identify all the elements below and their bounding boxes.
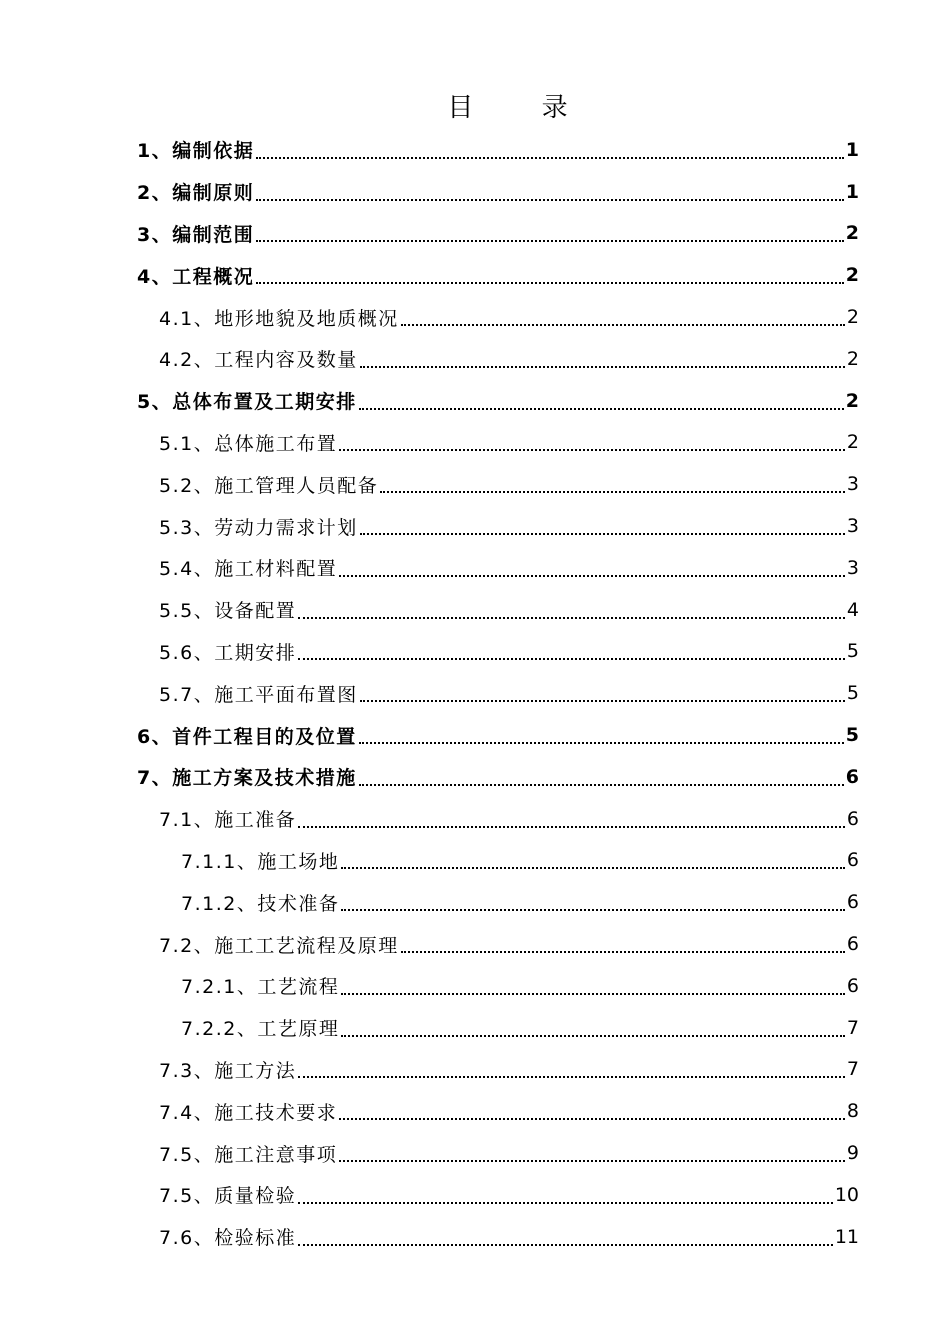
toc-entry-label: 6、首件工程目的及位置: [137, 725, 357, 748]
dot-leader: [298, 617, 845, 619]
toc-entry-page: 3: [846, 515, 859, 538]
toc-entry-label: 7.5、施工注意事项: [159, 1143, 338, 1166]
toc-entry-page: 2: [846, 306, 859, 329]
toc-entry-label: 5.2、施工管理人员配备: [159, 474, 379, 497]
toc-entry-page: 2: [845, 389, 859, 412]
toc-entry-page: 6: [846, 891, 859, 914]
toc-entry[interactable]: [0, 380, 950, 422]
toc-entry-page: 7: [846, 1058, 859, 1081]
toc-entry-label: 7.1.1、施工场地: [181, 850, 340, 873]
toc-entry[interactable]: [0, 1132, 950, 1174]
dot-leader: [359, 408, 844, 410]
toc-entry-page: 7: [846, 1016, 859, 1039]
dot-leader: [339, 575, 845, 577]
toc-entry-label: 1、编制依据: [137, 140, 255, 163]
dot-leader: [360, 533, 845, 535]
toc-entry[interactable]: [0, 756, 950, 798]
dot-leader: [401, 324, 845, 326]
toc-entry[interactable]: [0, 463, 950, 505]
dot-leader: [359, 742, 844, 744]
toc-entry-label: 7.2.1、工艺流程: [181, 976, 340, 999]
toc-entry[interactable]: [0, 881, 950, 923]
toc-entry[interactable]: [0, 296, 950, 338]
toc-entry-label: 5.6、工期安排: [159, 641, 297, 664]
dot-leader: [298, 658, 845, 660]
toc-entry-page: 6: [846, 807, 859, 830]
toc-entry-page: 1: [845, 138, 859, 161]
dot-leader: [256, 240, 844, 242]
toc-entry-page: 6: [846, 974, 859, 997]
toc-entry[interactable]: [0, 1090, 950, 1132]
toc-entry-page: 6: [846, 933, 859, 956]
toc-entry-page: 5: [846, 682, 859, 705]
toc-entry[interactable]: [0, 840, 950, 882]
toc-entry-label: 5.4、施工材料配置: [159, 558, 338, 581]
page-title: 目 录: [447, 93, 598, 123]
toc-entry[interactable]: [0, 547, 950, 589]
toc-entry-page: 2: [846, 347, 859, 370]
toc-entry-page: 9: [846, 1142, 859, 1165]
toc-entry[interactable]: [0, 1049, 950, 1091]
toc-entry[interactable]: [0, 923, 950, 965]
toc-entry-label: 7、施工方案及技术措施: [137, 767, 357, 790]
toc-entry-label: 4.2、工程内容及数量: [159, 349, 358, 372]
toc-entry-label: 7.6、检验标准: [159, 1227, 297, 1250]
dot-leader: [298, 1202, 833, 1204]
dot-leader: [298, 1244, 833, 1246]
toc-entry[interactable]: [0, 129, 950, 171]
toc-entry-label: 7.5、质量检验: [159, 1185, 297, 1208]
toc-entry-page: 2: [845, 264, 859, 287]
toc-entry-label: 7.1.2、技术准备: [181, 892, 340, 915]
toc-entry-page: 4: [846, 598, 859, 621]
toc-entry[interactable]: [0, 422, 950, 464]
dot-leader: [341, 993, 845, 995]
dot-leader: [341, 1035, 845, 1037]
toc-entry[interactable]: [0, 338, 950, 380]
table-of-contents: [0, 129, 950, 1258]
toc-entry-label: 5.5、设备配置: [159, 600, 297, 623]
dot-leader: [256, 199, 844, 201]
toc-entry-page: 1: [845, 180, 859, 203]
toc-entry-page: 2: [845, 222, 859, 245]
dot-leader: [298, 826, 845, 828]
dot-leader: [339, 1118, 845, 1120]
toc-entry-label: 4.1、地形地貌及地质概况: [159, 307, 399, 330]
toc-entry-label: 7.2.2、工艺原理: [181, 1018, 340, 1041]
toc-entry-label: 5.3、劳动力需求计划: [159, 516, 358, 539]
dot-leader: [298, 1076, 845, 1078]
toc-entry-page: 11: [834, 1225, 859, 1248]
toc-entry[interactable]: [0, 254, 950, 296]
toc-entry-page: 2: [846, 431, 859, 454]
dot-leader: [380, 491, 845, 493]
toc-entry-page: 10: [834, 1183, 859, 1206]
toc-entry-label: 5.1、总体施工布置: [159, 432, 338, 455]
dot-leader: [360, 366, 845, 368]
toc-entry-label: 7.1、施工准备: [159, 809, 297, 832]
toc-entry[interactable]: [0, 213, 950, 255]
toc-entry[interactable]: [0, 1174, 950, 1216]
toc-entry[interactable]: [0, 631, 950, 673]
toc-entry-page: 3: [846, 473, 859, 496]
dot-leader: [360, 700, 845, 702]
toc-entry-page: 6: [845, 765, 859, 788]
dot-leader: [339, 449, 845, 451]
toc-entry-label: 5、总体布置及工期安排: [137, 391, 357, 414]
dot-leader: [359, 784, 844, 786]
toc-entry[interactable]: [0, 714, 950, 756]
dot-leader: [256, 157, 844, 159]
toc-entry-page: 5: [845, 724, 859, 747]
toc-entry[interactable]: [0, 965, 950, 1007]
dot-leader: [341, 867, 845, 869]
toc-entry-label: 5.7、施工平面布置图: [159, 683, 358, 706]
toc-entry-page: 6: [846, 849, 859, 872]
toc-entry[interactable]: [0, 798, 950, 840]
toc-entry-label: 4、工程概况: [137, 265, 255, 288]
toc-entry-label: 7.3、施工方法: [159, 1059, 297, 1082]
toc-entry-label: 3、编制范围: [137, 223, 255, 246]
toc-entry-label: 2、编制原则: [137, 182, 255, 205]
toc-entry-label: 7.4、施工技术要求: [159, 1101, 338, 1124]
toc-entry-label: 7.2、施工工艺流程及原理: [159, 934, 399, 957]
toc-entry[interactable]: [0, 589, 950, 631]
dot-leader: [401, 951, 845, 953]
toc-entry-page: 3: [846, 556, 859, 579]
toc-entry[interactable]: [0, 171, 950, 213]
toc-entry-page: 8: [846, 1100, 859, 1123]
toc-entry[interactable]: [0, 1216, 950, 1258]
toc-entry[interactable]: [0, 505, 950, 547]
toc-entry[interactable]: [0, 1007, 950, 1049]
dot-leader: [339, 1160, 845, 1162]
toc-entry-page: 5: [846, 640, 859, 663]
dot-leader: [341, 909, 845, 911]
dot-leader: [256, 282, 844, 284]
toc-entry[interactable]: [0, 672, 950, 714]
